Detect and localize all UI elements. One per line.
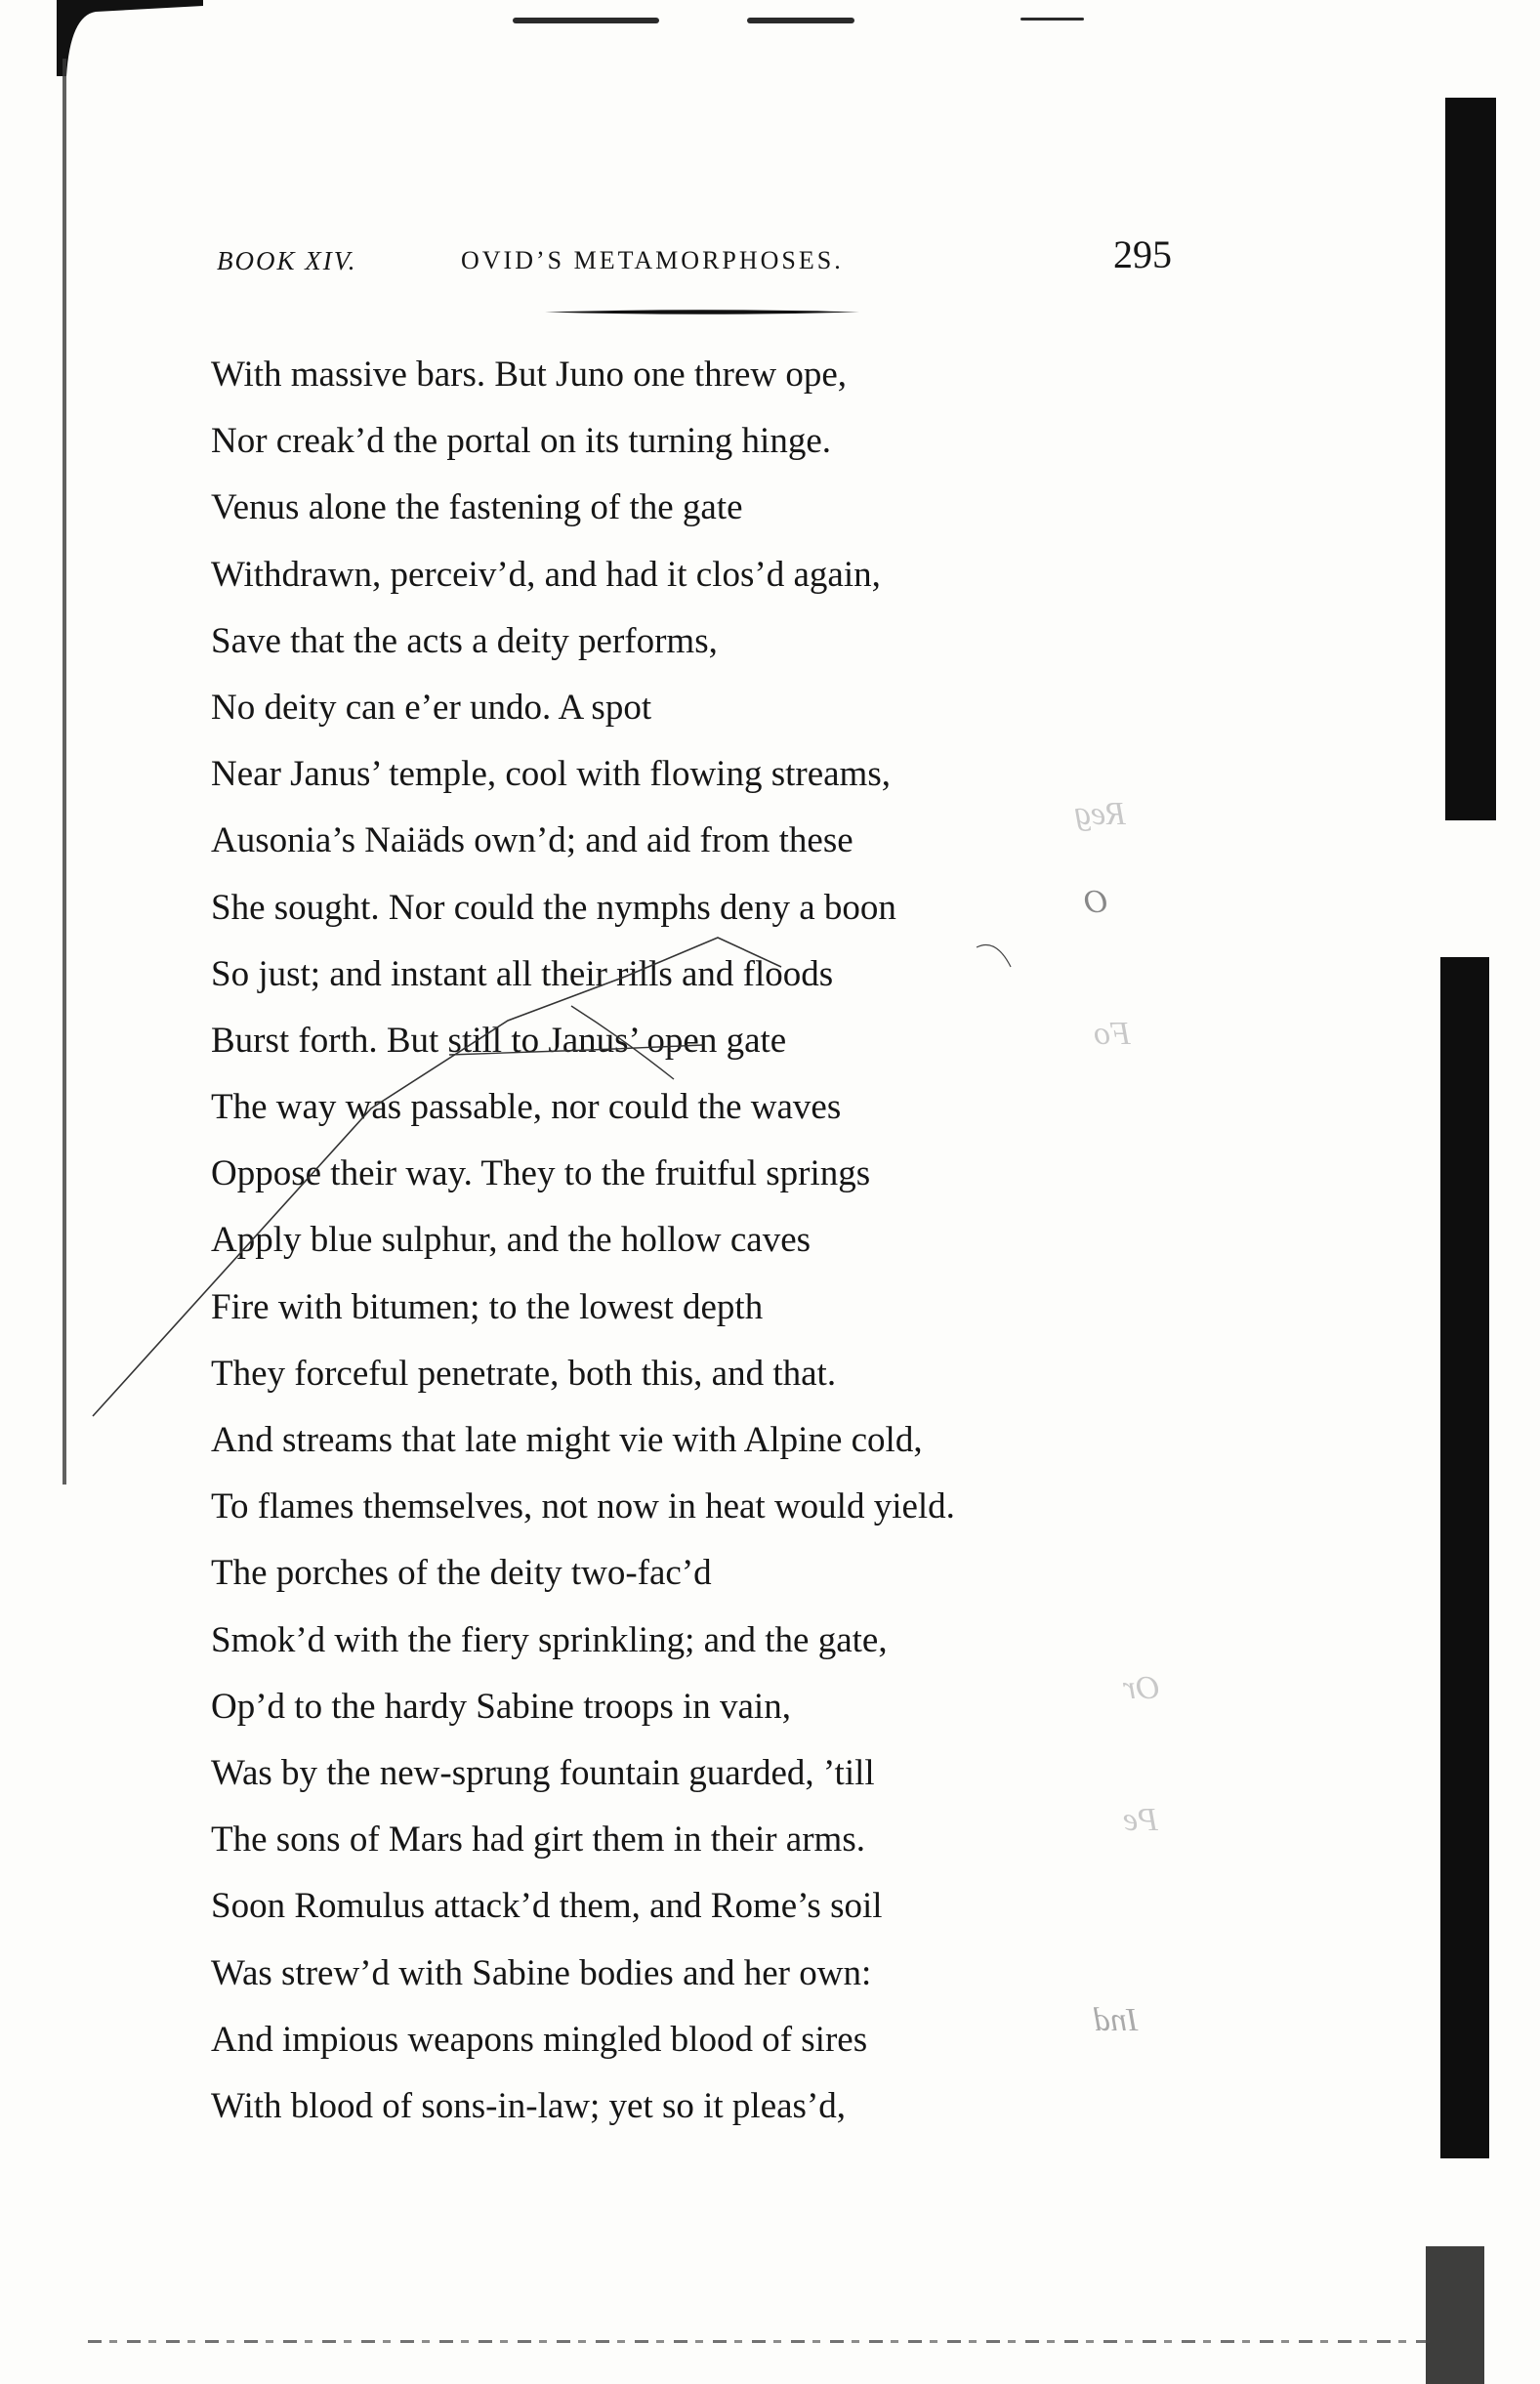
verse-line: Soon Romulus attack’d them, and Rome’s soil	[211, 1886, 883, 1927]
running-head	[0, 227, 1540, 285]
top-scan-dash	[747, 18, 854, 23]
verse-line: Was strew’d with Sabine bodies and her own:	[211, 1952, 872, 1993]
verse-line: No deity can e’er undo. A spot	[211, 687, 652, 728]
verse-line: Fire with bitumen; to the lowest depth	[211, 1286, 764, 1327]
verse-line: With massive bars. But Juno one threw ope,	[211, 355, 848, 395]
verse-line: Ausonia’s Naiäds own’d; and aid from these	[211, 820, 853, 861]
show-through-mark: Pe	[1123, 1802, 1158, 1838]
verse-line: Apply blue sulphur, and the hollow caves	[211, 1220, 812, 1261]
right-edge-band	[1426, 2246, 1484, 2384]
verse-line: So just; and instant all their rills and floods	[211, 953, 834, 994]
verse-line: Near Janus’ temple, cool with flowing streams,	[211, 754, 891, 795]
verse-line: And streams that late might vie with Alpine cold,	[211, 1420, 923, 1460]
show-through-mark: Or	[1123, 1670, 1160, 1706]
verse-line: Oppose their way. They to the fruitful springs	[211, 1153, 871, 1194]
corner-scan-mark	[57, 0, 203, 76]
verse-line: Save that the acts a deity performs,	[211, 620, 718, 661]
verse-line: Burst forth. But still to Janus’ open gate	[211, 1020, 787, 1061]
verse-line: With blood of sons-in-law; yet so it pleas’d,	[211, 2085, 847, 2126]
right-edge-band	[1445, 98, 1496, 820]
book-label: BOOK XIV.	[217, 246, 357, 275]
header-ornament-rule	[545, 309, 859, 315]
verse-line: Venus alone the fastening of the gate	[211, 487, 743, 528]
verse-line: Op’d to the hardy Sabine troops in vain,	[211, 1686, 791, 1727]
top-scan-dash	[1020, 18, 1084, 21]
show-through-mark: Reg	[1074, 796, 1126, 832]
running-title: OVID’S METAMORPHOSES.	[461, 246, 844, 274]
verse-line: They forceful penetrate, both this, and that.	[211, 1353, 837, 1394]
verse-line: The porches of the deity two-fac’d	[211, 1553, 712, 1594]
verse-text	[211, 342, 955, 2140]
verse-line: And impious weapons mingled blood of sires	[211, 2019, 868, 2060]
show-through-mark: O	[1084, 884, 1108, 920]
verse-line: The way was passable, nor could the waves	[211, 1087, 842, 1128]
verse-line: Smok’d with the fiery sprinkling; and the gate,	[211, 1619, 888, 1660]
right-edge-band	[1440, 957, 1489, 2158]
show-through-mark: Ind	[1094, 2002, 1139, 2038]
top-scan-dash	[513, 18, 659, 23]
verse-line: The sons of Mars had girt them in their arms.	[211, 1819, 865, 1861]
verse-line: To flames themselves, not now in heat would yield.	[211, 1486, 955, 1527]
show-through-mark: Fo	[1094, 1016, 1131, 1052]
verse-line: Withdrawn, perceiv’d, and had it clos’d again,	[211, 554, 881, 595]
verse-line: She sought. Nor could the nymphs deny a boon	[211, 887, 896, 928]
page-number: 295	[1113, 232, 1172, 276]
bottom-scan-rule	[88, 2340, 1436, 2343]
verse-line: Was by the new-sprung fountain guarded, ’till	[211, 1752, 875, 1793]
verse-line: Nor creak’d the portal on its turning hinge.	[211, 421, 831, 462]
